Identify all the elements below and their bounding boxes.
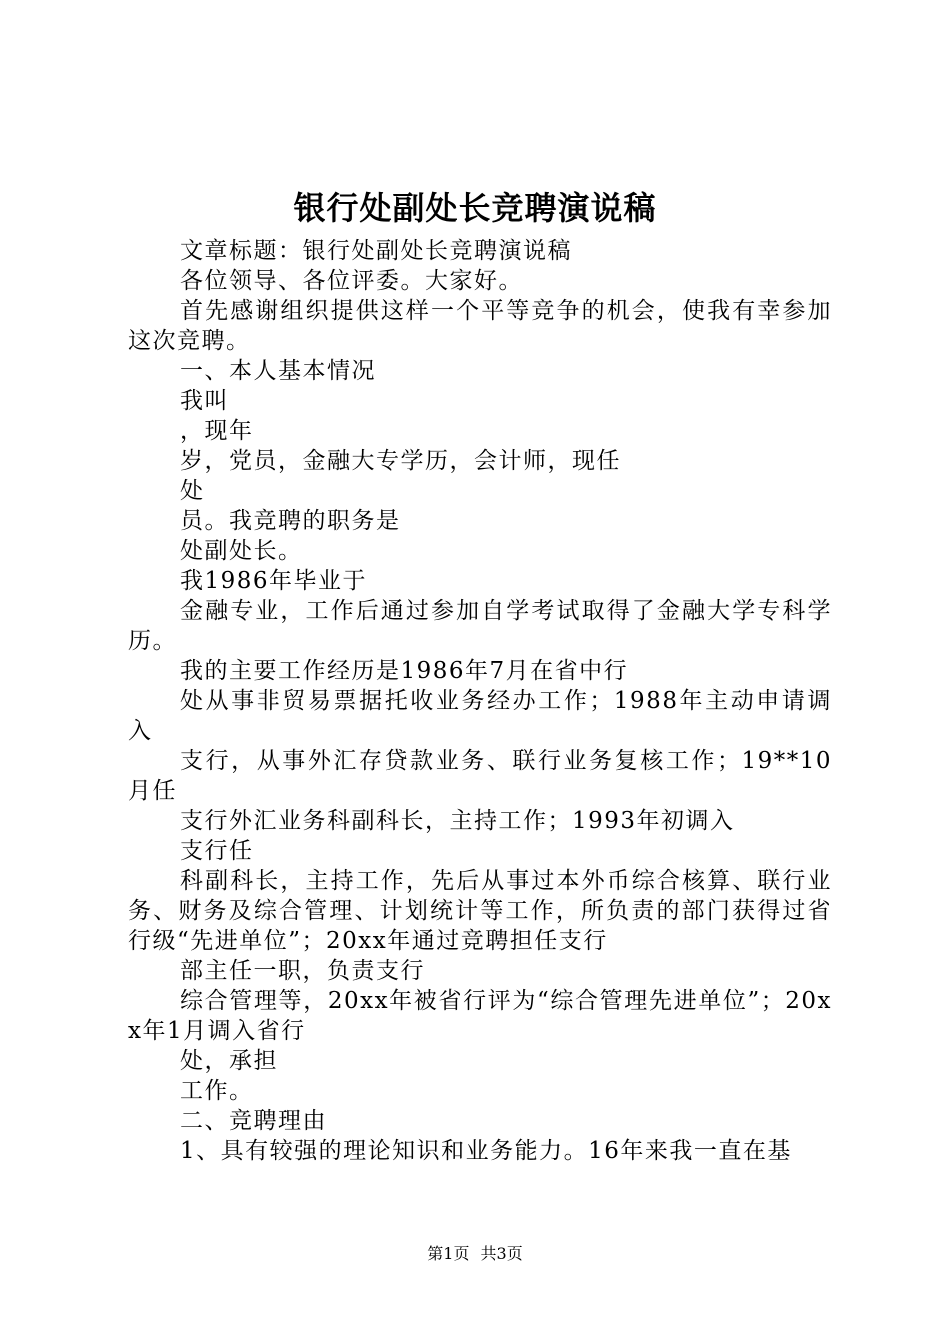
paragraph: 各位领导、各位评委。大家好。 [180, 268, 523, 294]
paragraph: 部主任一职，负责支行 [180, 958, 425, 984]
paragraph: 我的主要工作经历是1986年7月在省中行 [180, 658, 629, 684]
paragraph: 员。我竞聘的职务是 [180, 508, 401, 534]
paragraph: 首先感谢组织提供这样一个平等竞争的机会，使我有幸参加这次竞聘。 [128, 298, 832, 354]
document-body [128, 236, 832, 1166]
paragraph: 我叫 [180, 388, 229, 414]
page-footer [0, 1242, 950, 1266]
page-total: 共3页 [480, 1244, 523, 1263]
paragraph: 处副处长。 [180, 538, 303, 564]
section-heading: 二、竞聘理由 [180, 1108, 327, 1134]
paragraph: 处从事非贸易票据托收业务经办工作；1988年主动申请调入 [128, 688, 832, 744]
paragraph: 支行，从事外汇存贷款业务、联行业务复核工作；19**10月任 [128, 748, 832, 804]
paragraph: 金融专业，工作后通过参加自学考试取得了金融大学专科学历。 [128, 598, 832, 654]
page-number: 第1页 [427, 1244, 470, 1263]
paragraph: 我1986年毕业于 [180, 568, 368, 594]
paragraph: 工作。 [180, 1078, 254, 1104]
paragraph: 支行任 [180, 838, 254, 864]
paragraph: 支行外汇业务科副科长，主持工作；1993年初调入 [180, 808, 735, 834]
paragraph: 岁，党员，金融大专学历，会计师，现任 [180, 448, 621, 474]
paragraph: ，现年 [180, 418, 254, 444]
paragraph: 文章标题：银行处副处长竞聘演说稿 [180, 238, 572, 264]
paragraph: 科副科长，主持工作，先后从事过本外币综合核算、联行业务、财务及综合管理、计划统计等工作，所负责的部门获得过省行级“先进单位”；20xx年通过竞聘担任支行 [128, 868, 832, 954]
paragraph: 综合管理等，20xx年被省行评为“综合管理先进单位”；20xx年1月调入省行 [128, 988, 832, 1044]
paragraph: 处 [180, 478, 205, 504]
paragraph: 1、具有较强的理论知识和业务能力。16年来我一直在基 [180, 1138, 792, 1164]
section-heading: 一、本人基本情况 [180, 358, 376, 384]
paragraph: 处，承担 [180, 1048, 278, 1074]
document-title: 银行处副处长竞聘演说稿 [293, 189, 657, 227]
